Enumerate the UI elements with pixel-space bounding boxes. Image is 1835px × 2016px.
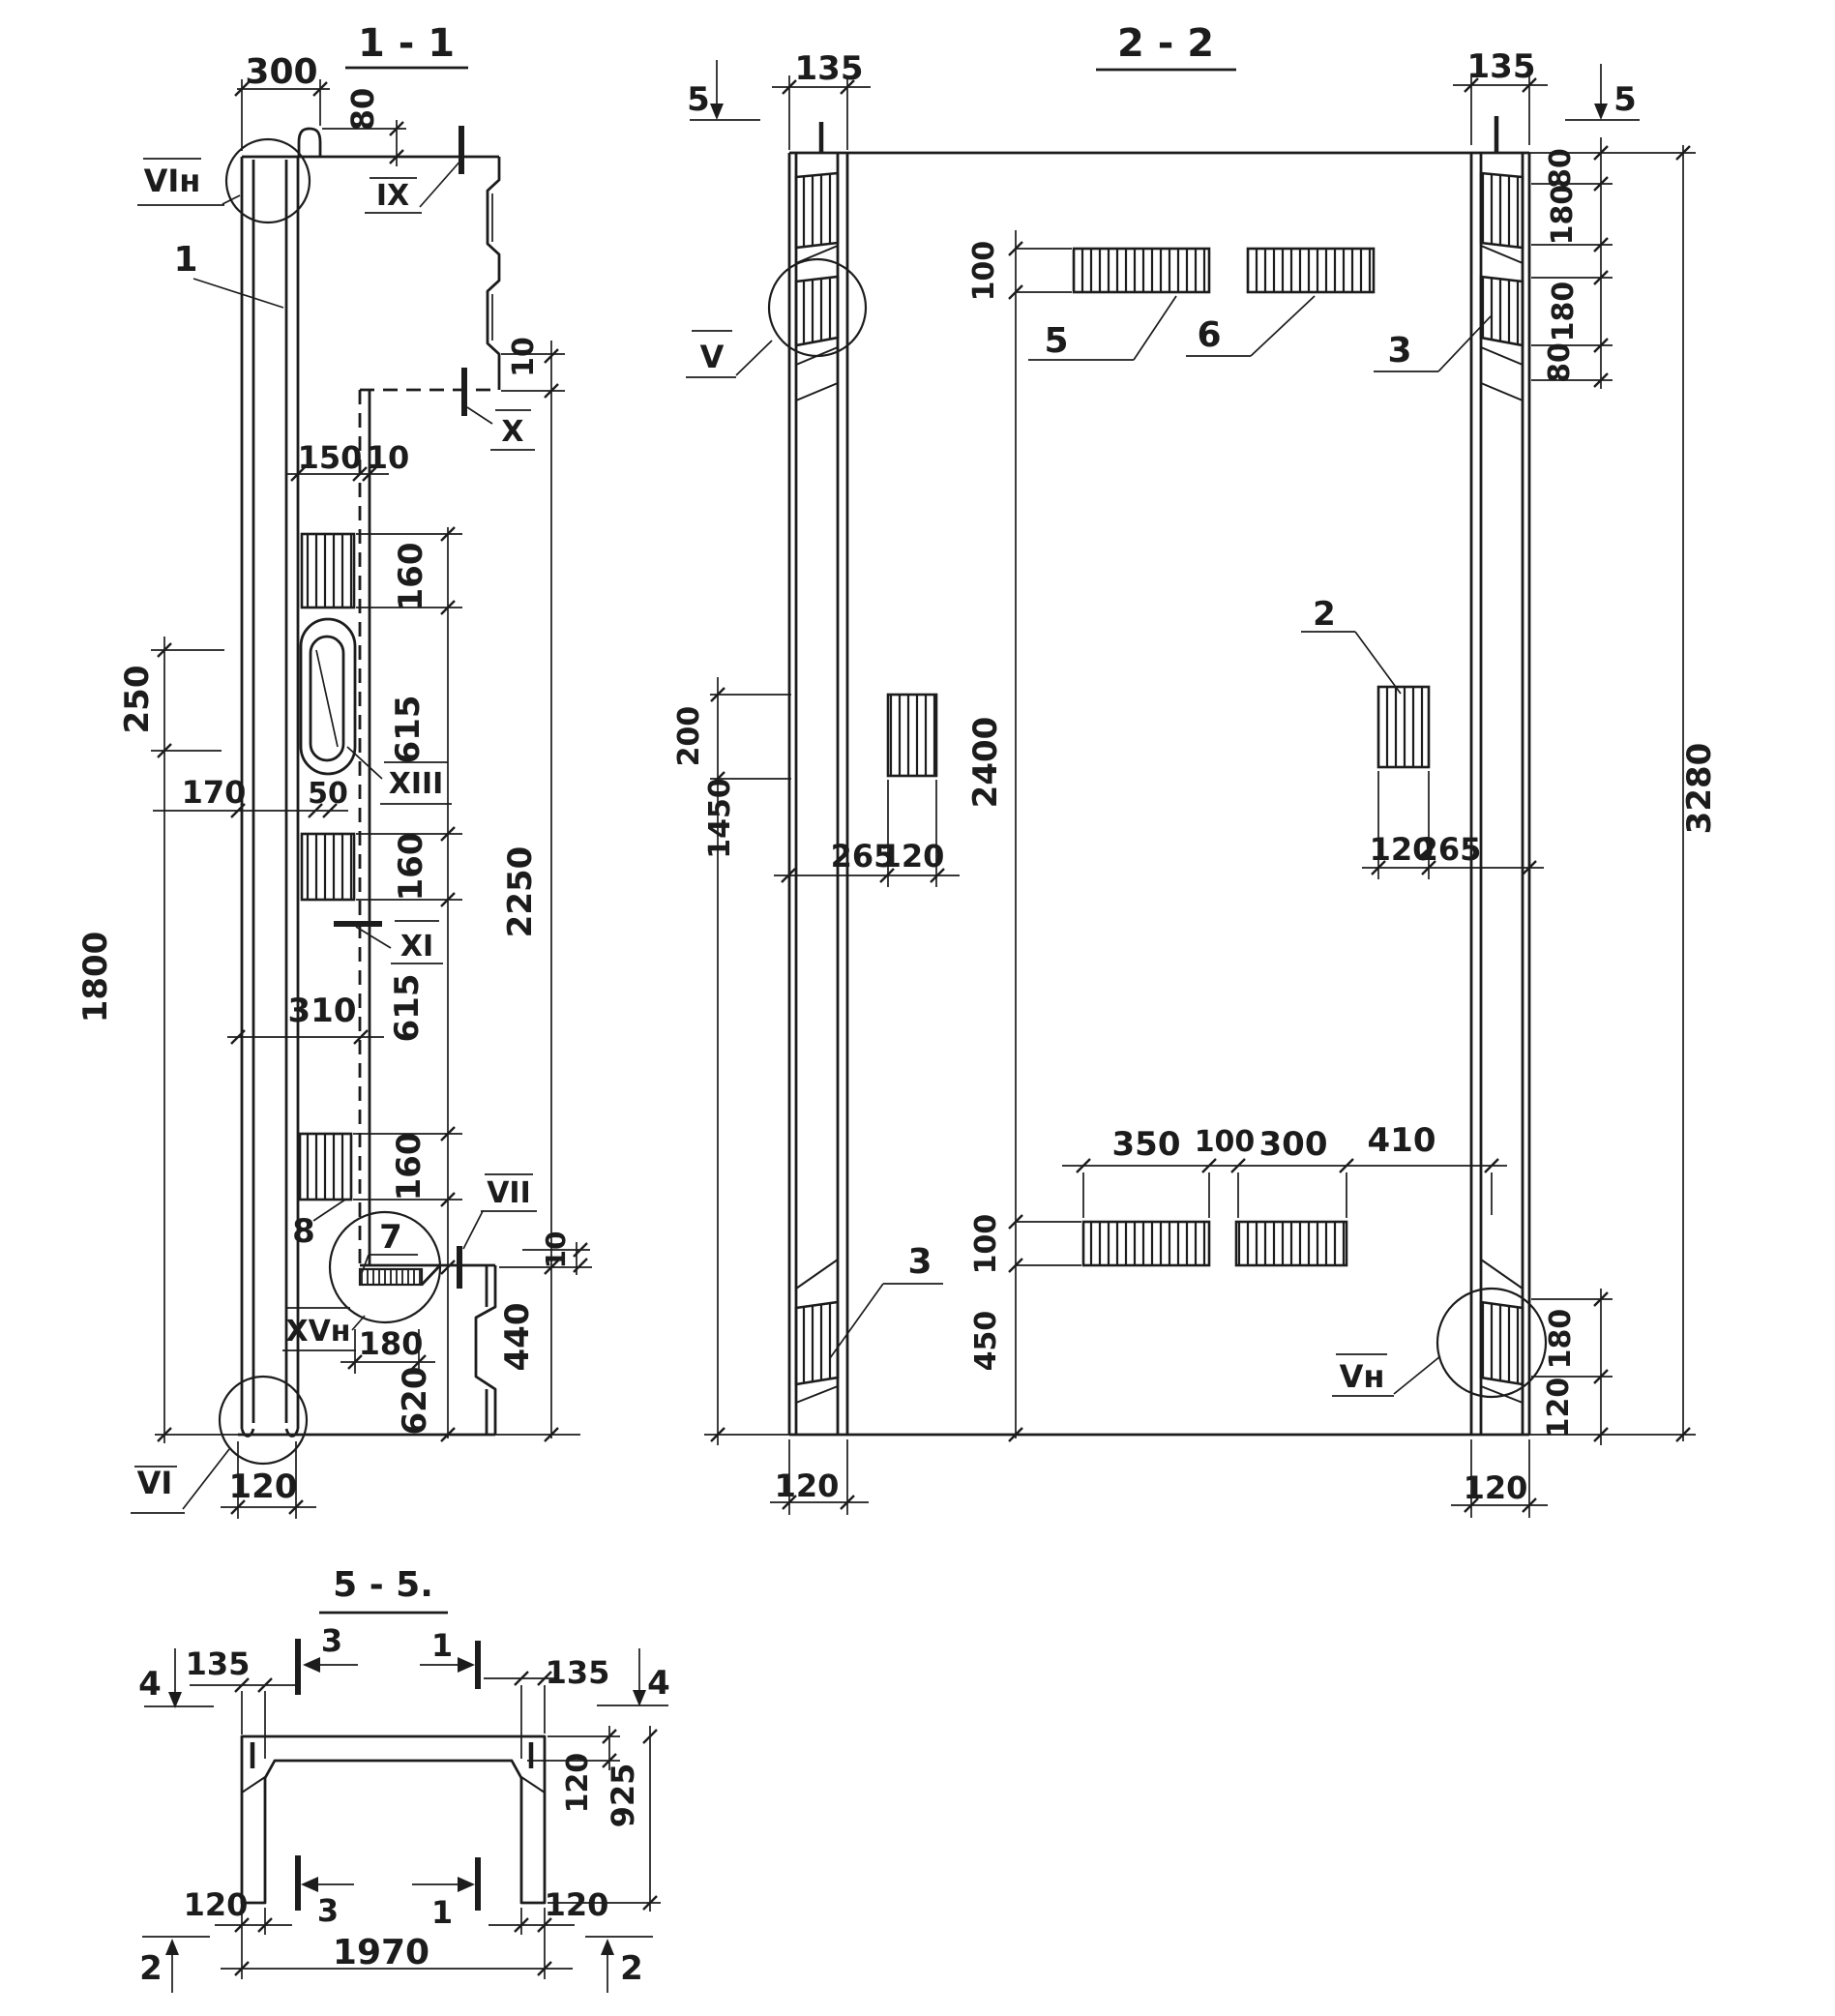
left-col-keyway-2 bbox=[796, 277, 838, 345]
dim-150: 150 bbox=[297, 439, 363, 476]
dim-410: 410 bbox=[1367, 1121, 1436, 1160]
dim-440: 440 bbox=[498, 1302, 537, 1372]
arrow-down-icon bbox=[1594, 104, 1608, 120]
arrow-up-icon bbox=[601, 1939, 614, 1955]
mid-embed-right bbox=[1378, 687, 1429, 767]
dim-10-top: 10 bbox=[507, 337, 541, 377]
dim-250: 250 bbox=[118, 665, 157, 734]
dim-120-col-right: 120 bbox=[1463, 1469, 1528, 1506]
mid-embed-left bbox=[888, 695, 936, 776]
lifting-pins bbox=[821, 116, 1496, 153]
marker-5-left: 5 bbox=[687, 80, 710, 119]
fragment-label-xvn: XVн bbox=[285, 1315, 351, 1349]
dim-1970: 1970 bbox=[332, 1933, 430, 1972]
part-label-2: 2 bbox=[1313, 595, 1336, 634]
top-embed-plate-1 bbox=[1074, 249, 1209, 292]
dim-925: 925 bbox=[605, 1763, 641, 1828]
dim-10-mid: 10 bbox=[366, 439, 410, 476]
dim-350: 350 bbox=[1111, 1125, 1181, 1164]
dim-180: 180 bbox=[358, 1325, 424, 1362]
bottom-embed-plate-1 bbox=[1083, 1222, 1209, 1265]
marker-4-right: 4 bbox=[647, 1664, 670, 1703]
dim-450: 450 bbox=[969, 1310, 1003, 1372]
cut-plane-bars bbox=[298, 1639, 478, 1911]
lifting-slot-outer bbox=[301, 619, 355, 774]
section-label-xiii: XIII bbox=[388, 767, 444, 801]
dim-265-right: 265 bbox=[1416, 831, 1482, 868]
dim-3280: 3280 bbox=[1680, 742, 1719, 835]
dim-120-c: 120 bbox=[1542, 1377, 1576, 1438]
part-label-6: 6 bbox=[1197, 315, 1222, 355]
dim-10-bottom: 10 bbox=[540, 1230, 572, 1269]
part-label-3-bottom: 3 bbox=[907, 1242, 932, 1282]
opening-hatch-2 bbox=[302, 834, 354, 900]
section-label-x: X bbox=[501, 415, 524, 449]
dim-120-bottom-left: 120 bbox=[183, 1886, 249, 1923]
marker-1-bottom: 1 bbox=[430, 1894, 454, 1931]
dim-120: 120 bbox=[228, 1468, 298, 1506]
dim-100-mid: 100 bbox=[1194, 1125, 1256, 1159]
wall-taper-lines bbox=[242, 1777, 545, 1793]
dim-80: 80 bbox=[344, 87, 381, 132]
fragment-label-vin: VIн bbox=[143, 163, 201, 199]
dim-265-left: 265 bbox=[830, 838, 896, 875]
marker-2-right: 2 bbox=[620, 1949, 643, 1988]
section-label-xi: XI bbox=[400, 930, 434, 964]
dim-135-right: 135 bbox=[1466, 47, 1536, 86]
right-col-transitions bbox=[1481, 246, 1523, 1403]
dim-120-col-left: 120 bbox=[774, 1468, 840, 1504]
arrow-down-icon bbox=[633, 1690, 646, 1706]
section-1-1 bbox=[76, 21, 592, 1519]
dim-300: 300 bbox=[1258, 1125, 1328, 1164]
channel-outline bbox=[242, 1736, 545, 1903]
dim-160-a: 160 bbox=[392, 542, 430, 611]
bottom-embed-plate-2 bbox=[1236, 1222, 1347, 1265]
dim-135-right: 135 bbox=[545, 1654, 610, 1691]
dim-160-c: 160 bbox=[390, 1132, 429, 1201]
part-label-8: 8 bbox=[292, 1212, 315, 1251]
top-embed-plate-2 bbox=[1248, 249, 1374, 292]
fragment-label-v: V bbox=[699, 339, 725, 375]
dim-180-b: 180 bbox=[1547, 281, 1581, 342]
section-5-5-title: 5 - 5. bbox=[333, 1565, 433, 1605]
dim-300: 300 bbox=[245, 52, 318, 92]
dim-180-a: 180 bbox=[1546, 184, 1580, 246]
section-label-ix: IX bbox=[375, 179, 410, 213]
marker-1-top: 1 bbox=[430, 1627, 454, 1664]
dim-135-left: 135 bbox=[794, 49, 864, 88]
dim-100-top: 100 bbox=[967, 240, 1001, 302]
dim-620: 620 bbox=[396, 1366, 434, 1436]
dim-135-left: 135 bbox=[185, 1645, 251, 1682]
dim-50: 50 bbox=[308, 777, 348, 811]
dim-1800: 1800 bbox=[76, 931, 115, 1023]
marker-4-left: 4 bbox=[138, 1665, 162, 1704]
part-1-leader bbox=[193, 279, 283, 308]
dim-200: 200 bbox=[672, 705, 706, 767]
wall-marks bbox=[252, 1742, 531, 1768]
dim-615-b: 615 bbox=[388, 973, 427, 1043]
dim-80-b: 80 bbox=[1543, 342, 1577, 383]
arrow-up-icon bbox=[165, 1939, 179, 1955]
top-chord-right-edge-keyways bbox=[488, 157, 499, 390]
fragment-label-vn: Vн bbox=[1339, 1358, 1385, 1395]
section-2-2-title: 2 - 2 bbox=[1116, 21, 1215, 66]
dim-615-a: 615 bbox=[389, 695, 428, 764]
part-label-1: 1 bbox=[173, 240, 198, 280]
opening-hatch-1 bbox=[302, 534, 354, 608]
section-2-2 bbox=[672, 21, 1719, 1518]
left-col-transitions bbox=[796, 246, 838, 1403]
marker-2-left: 2 bbox=[139, 1949, 163, 1988]
section-1-1-title: 1 - 1 bbox=[357, 21, 456, 66]
rib-outline bbox=[242, 157, 298, 1429]
dim-100-bottom: 100 bbox=[969, 1213, 1003, 1275]
part-label-3-top: 3 bbox=[1387, 331, 1412, 371]
dim-180-c: 180 bbox=[1544, 1308, 1578, 1370]
fragment-v-lines bbox=[686, 331, 772, 377]
part-8-leader bbox=[313, 1200, 345, 1221]
dim-120-left-mid: 120 bbox=[879, 838, 945, 875]
left-col-keyway-1 bbox=[796, 173, 838, 248]
lifting-hook bbox=[299, 129, 320, 157]
dim-120-flange: 120 bbox=[561, 1752, 595, 1814]
section-5-5 bbox=[138, 1565, 670, 1993]
right-col-keyway-2 bbox=[1481, 277, 1523, 345]
right-col-keyway-1 bbox=[1481, 173, 1523, 248]
slot-diagonal bbox=[316, 650, 338, 747]
dim-120-right-mid: 120 bbox=[1369, 831, 1435, 868]
dim-80-a: 80 bbox=[1544, 148, 1578, 189]
fragment-label-vi: VI bbox=[136, 1465, 173, 1501]
section-label-vii: VII bbox=[487, 1176, 531, 1210]
part-2-leader bbox=[1301, 632, 1401, 694]
part-label-7: 7 bbox=[379, 1218, 402, 1257]
left-col-keyway-3 bbox=[796, 1302, 838, 1384]
part-label-5: 5 bbox=[1044, 321, 1069, 361]
dim-120-bottom-right: 120 bbox=[544, 1886, 609, 1923]
dim-2400: 2400 bbox=[966, 716, 1005, 809]
arrow-left-icon bbox=[303, 1657, 320, 1673]
marker-3-top: 3 bbox=[320, 1622, 343, 1659]
arrow-down-icon bbox=[710, 104, 724, 120]
weld-plate-hatch bbox=[360, 1269, 422, 1285]
dim-1450: 1450 bbox=[703, 778, 737, 859]
dim-160-b: 160 bbox=[392, 832, 430, 902]
right-col-keyway-3 bbox=[1481, 1302, 1523, 1384]
dim-170: 170 bbox=[181, 774, 247, 811]
dim-2250: 2250 bbox=[501, 845, 540, 938]
arrow-right-icon bbox=[458, 1877, 475, 1892]
arrow-left-icon bbox=[301, 1877, 318, 1892]
detail-circle-vi bbox=[220, 1377, 307, 1464]
marker-5-right: 5 bbox=[1613, 80, 1637, 119]
dim-310: 310 bbox=[287, 992, 357, 1030]
marker-3-bottom: 3 bbox=[316, 1892, 340, 1929]
opening-hatch-3 bbox=[300, 1134, 351, 1200]
arrow-right-icon bbox=[458, 1657, 475, 1673]
